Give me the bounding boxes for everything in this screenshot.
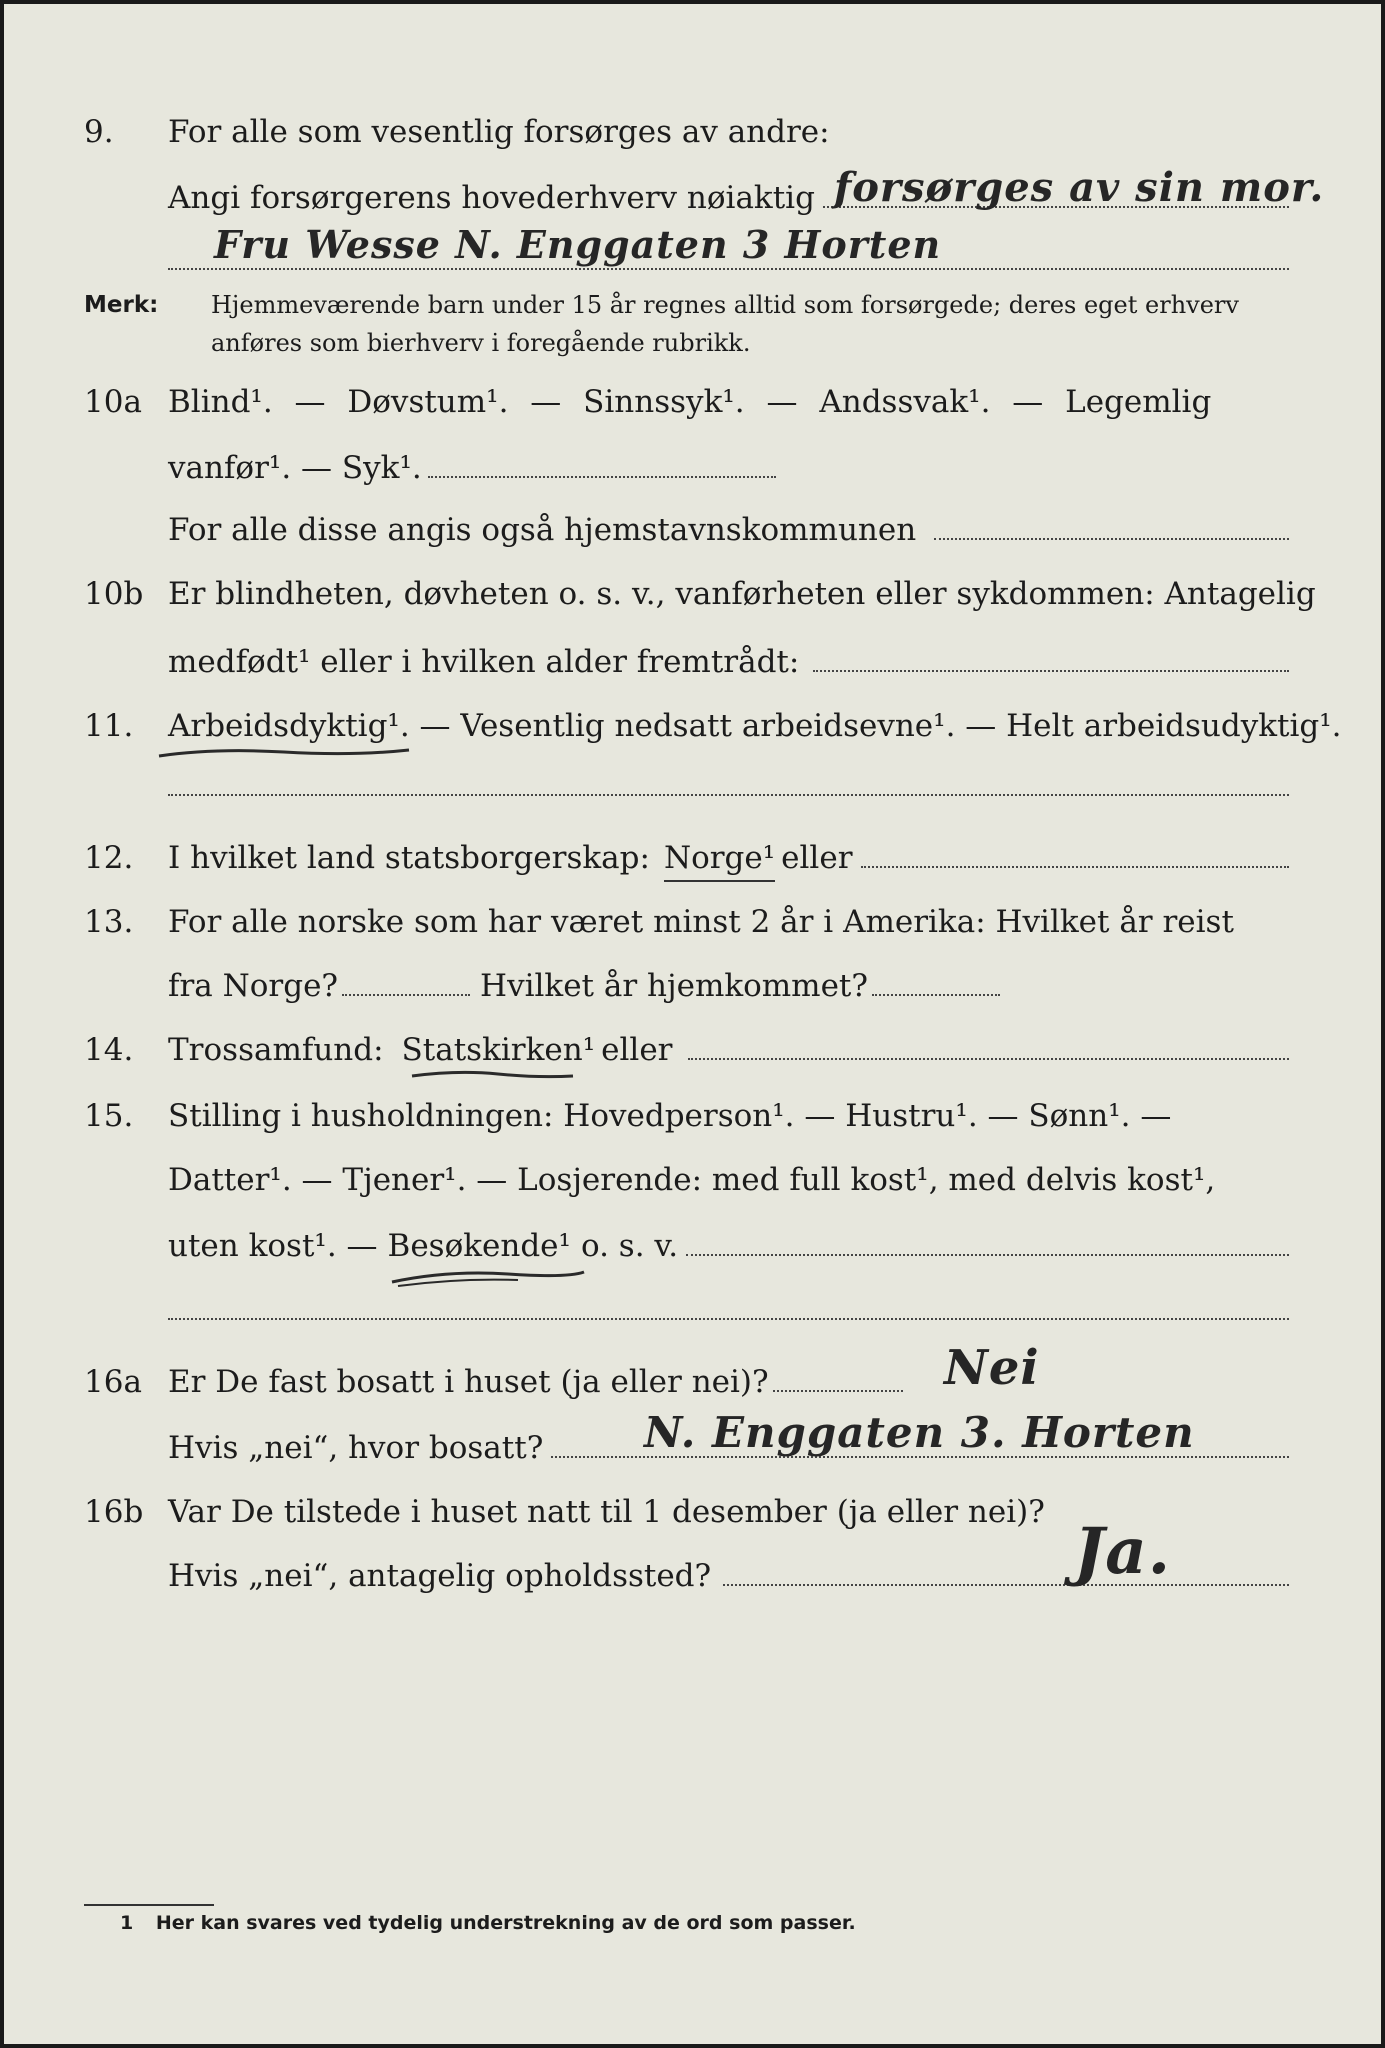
q15-number: 15. (84, 1098, 134, 1134)
merk-text: Hjemmeværende barn under 15 år regnes alltid som forsørgede; deres eget erhverv anføres som bierhverv i foregående rubrikk. (211, 291, 1239, 357)
q10b-answer-line[interactable] (813, 644, 1289, 672)
footnote (84, 1912, 1289, 1934)
q12-number: 12. (84, 840, 134, 876)
q14-answer-line[interactable] (688, 1032, 1289, 1060)
q16a-text2: Hvis „nei“, hvor bosatt? (168, 1430, 544, 1466)
q15-handwritten-underline (388, 1266, 588, 1290)
q10b-text1: Er blindheten, døvheten o. s. v., vanførheten eller sykdommen: Antagelig (168, 576, 1316, 612)
q14-number: 14. (84, 1032, 134, 1068)
q10a-answer-line[interactable] (428, 450, 776, 478)
footnote-text: Her kan svares ved tydelig understrekning av de ord som passer. (155, 1912, 856, 1934)
q16a-text1: Er De fast bosatt i huset (ja eller nei)? (168, 1364, 769, 1400)
q9-handwritten-answer1: forsørges av sin mor. (834, 164, 1325, 211)
q9-text1: For alle som vesentlig forsørges av andre: (168, 114, 830, 150)
q10a-text2: vanfør¹. — Syk¹. (168, 450, 422, 486)
q15-besokende: Besøkende¹ (387, 1228, 571, 1264)
q12-answer-line[interactable] (861, 840, 1289, 868)
q16b-handwritten-answer: Ja. (1074, 1514, 1172, 1589)
q15-answer-line2[interactable] (168, 1318, 1289, 1320)
q16a-handwritten-answer: Nei (944, 1340, 1040, 1396)
q12-suffix: eller (781, 840, 853, 876)
q12-prefix: I hvilket land statsborgerskap: (168, 840, 650, 876)
q15-text2: Datter¹. — Tjener¹. — Losjerende: med full kost¹, med delvis kost¹, (168, 1162, 1216, 1198)
q11-number: 11. (84, 708, 134, 744)
q10a-hjemstavn-line[interactable] (934, 512, 1289, 540)
q15-answer-line[interactable] (686, 1228, 1289, 1256)
q9-text2: Angi forsørgerens hovederhverv nøiaktig (168, 180, 815, 216)
q11-text1: Arbeidsdyktig¹. — Vesentlig nedsatt arbeidsevne¹. — Helt arbeidsudyktig¹. (168, 708, 1342, 744)
q13-reist-line[interactable] (342, 968, 470, 996)
q16a-number: 16a (84, 1364, 142, 1400)
q13-hjemkommet-line[interactable] (872, 968, 1000, 996)
q16b-opholdssted-line[interactable] (723, 1558, 1289, 1586)
q16b-text2: Hvis „nei“, antagelig opholdssted? (168, 1558, 712, 1594)
q9-answer-line2[interactable] (168, 268, 1289, 270)
q11-handwritten-underline (154, 744, 414, 764)
q11-answer-line[interactable] (168, 794, 1289, 796)
q14-statskirken: Statskirken¹ (401, 1032, 596, 1068)
q15-text3c: o. s. v. (580, 1228, 679, 1264)
q10a-text3: For alle disse angis også hjemstavnskommunen (168, 512, 917, 548)
q10a-number: 10a (84, 384, 142, 420)
q10a-text1: Blind¹. — Døvstum¹. — Sinnssyk¹. — Andssvak¹. — Legemlig (168, 384, 1212, 420)
q14-suffix: eller (601, 1032, 673, 1068)
q16a-handwritten-address: N. Enggaten 3. Horten (644, 1408, 1195, 1457)
q13-text1: For alle norske som har været minst 2 år i Amerika: Hvilket år reist (168, 904, 1234, 940)
q9-number: 9. (84, 114, 114, 150)
q9-handwritten-answer2: Fru Wesse N. Enggaten 3 Horten (214, 222, 942, 267)
q16a-answer-line[interactable] (773, 1364, 903, 1392)
q16b-number: 16b (84, 1494, 144, 1530)
q14-prefix: Trossamfund: (168, 1032, 384, 1068)
q14-handwritten-underline (408, 1066, 578, 1086)
q13-text2a: fra Norge? (168, 968, 339, 1004)
q16b-text1: Var De tilstede i huset natt til 1 desember (ja eller nei)? (168, 1494, 1045, 1530)
q10b-text2: medfødt¹ eller i hvilken alder fremtrådt: (168, 644, 800, 680)
q15-text3a: uten kost¹. — (168, 1228, 378, 1264)
footnote-divider (84, 1904, 214, 1906)
q15-text1: Stilling i husholdningen: Hovedperson¹. — Hustru¹. — Sønn¹. — (168, 1098, 1172, 1134)
q10b-number: 10b (84, 576, 144, 612)
merk-label: Merk: (84, 292, 159, 318)
footnote-mark: 1 (120, 1912, 134, 1934)
q13-number: 13. (84, 904, 134, 940)
q13-text2b: Hvilket år hjemkommet? (480, 968, 869, 1004)
q12-norge: Norge¹ (664, 838, 775, 882)
